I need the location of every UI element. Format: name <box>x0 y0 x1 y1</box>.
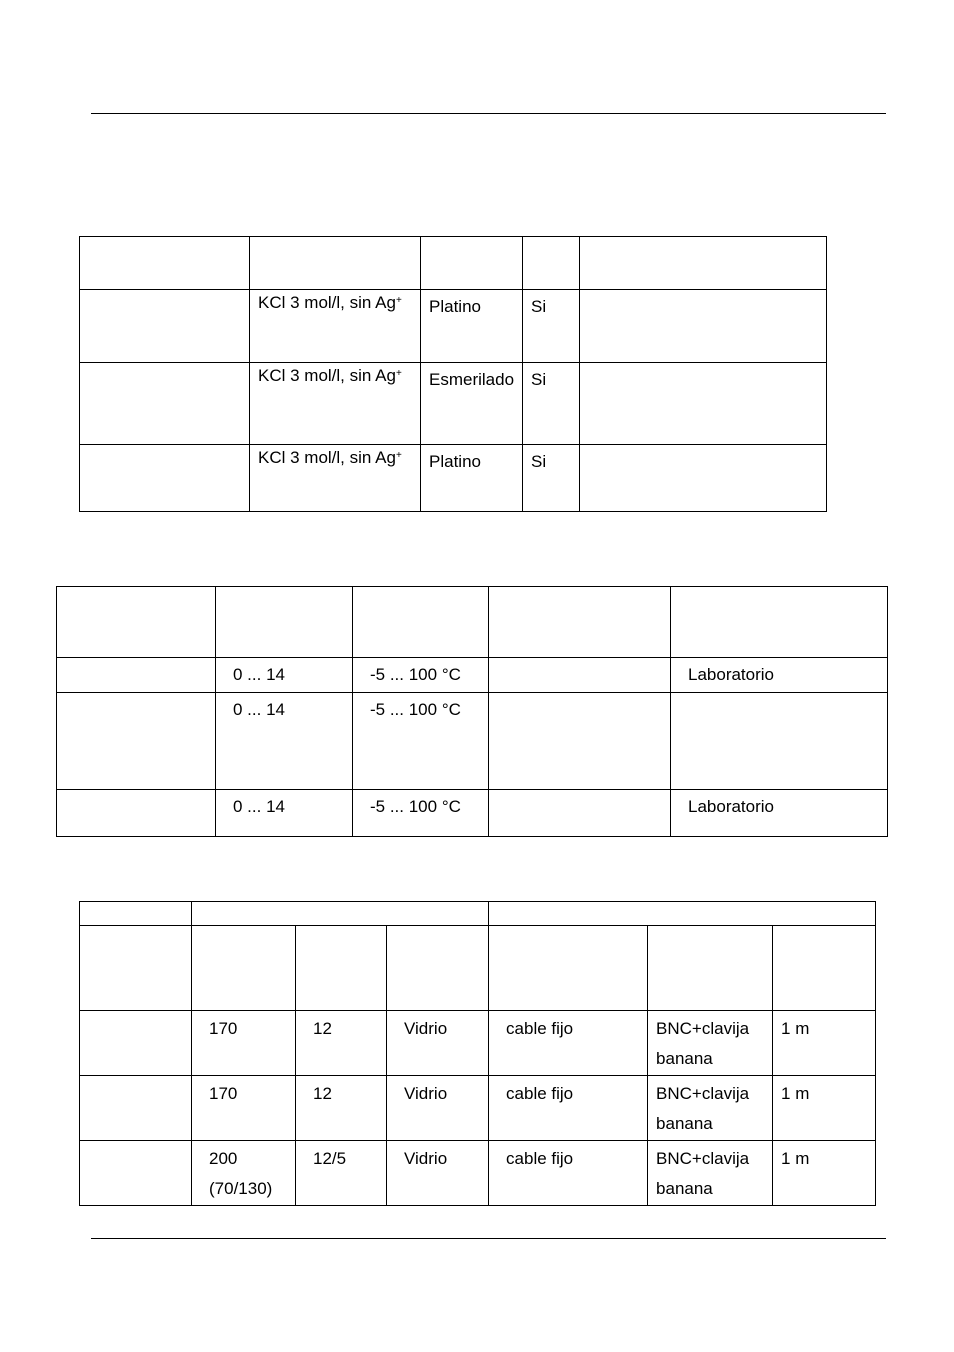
electrolyte-cell: KCl 3 mol/l, sin Ag+ <box>250 290 421 363</box>
electrolyte-table <box>79 236 827 512</box>
table-row <box>57 693 888 790</box>
table-row <box>80 445 827 512</box>
application-cell <box>671 693 888 790</box>
refill-cell: Si <box>523 363 580 445</box>
refill-cell: Si <box>523 290 580 363</box>
length-cell: 170 <box>192 1011 296 1076</box>
length-cell: 170 <box>192 1076 296 1141</box>
material-cell: Vidrio <box>387 1011 489 1076</box>
connector-cell: BNC+clavija banana <box>648 1011 773 1076</box>
application-cell: Laboratorio <box>671 658 888 693</box>
cable-cell: cable fijo <box>489 1076 648 1141</box>
diameter-cell: 12 <box>296 1076 387 1141</box>
table-row <box>80 290 827 363</box>
footer-rule <box>91 1238 886 1239</box>
electrolyte-cell: KCl 3 mol/l, sin Ag+ <box>250 445 421 512</box>
connector-cell: BNC+clavija banana <box>648 1141 773 1206</box>
table-row <box>57 790 888 837</box>
table-row <box>80 1141 876 1206</box>
diameter-cell: 12/5 <box>296 1141 387 1206</box>
temperature-range-cell: -5 ... 100 °C <box>353 693 489 790</box>
refill-cell: Si <box>523 445 580 512</box>
range-table <box>56 586 888 837</box>
material-cell: Vidrio <box>387 1141 489 1206</box>
cable-length-cell: 1 m <box>773 1141 876 1206</box>
dimensions-table <box>79 901 876 1206</box>
header-rule <box>91 113 886 114</box>
table-row <box>80 363 827 445</box>
diaphragm-cell: Platino <box>421 290 523 363</box>
table-header-row <box>80 237 827 290</box>
diaphragm-cell: Esmerilado <box>421 363 523 445</box>
length-cell: 200 (70/130) <box>192 1141 296 1206</box>
electrolyte-cell: KCl 3 mol/l, sin Ag+ <box>250 363 421 445</box>
cable-cell: cable fijo <box>489 1011 648 1076</box>
table-row <box>57 658 888 693</box>
diameter-cell: 12 <box>296 1011 387 1076</box>
table-row <box>80 1076 876 1141</box>
ph-range-cell: 0 ... 14 <box>216 790 353 837</box>
application-cell: Laboratorio <box>671 790 888 837</box>
cable-length-cell: 1 m <box>773 1011 876 1076</box>
diaphragm-cell: Platino <box>421 445 523 512</box>
table-row <box>80 1011 876 1076</box>
temperature-range-cell: -5 ... 100 °C <box>353 790 489 837</box>
cable-length-cell: 1 m <box>773 1076 876 1141</box>
cable-cell: cable fijo <box>489 1141 648 1206</box>
table-header-row <box>57 587 888 658</box>
table-group-header-row <box>80 902 876 926</box>
ph-range-cell: 0 ... 14 <box>216 658 353 693</box>
connector-cell: BNC+clavija banana <box>648 1076 773 1141</box>
ph-range-cell: 0 ... 14 <box>216 693 353 790</box>
temperature-range-cell: -5 ... 100 °C <box>353 658 489 693</box>
material-cell: Vidrio <box>387 1076 489 1141</box>
table-header-row <box>80 926 876 1011</box>
